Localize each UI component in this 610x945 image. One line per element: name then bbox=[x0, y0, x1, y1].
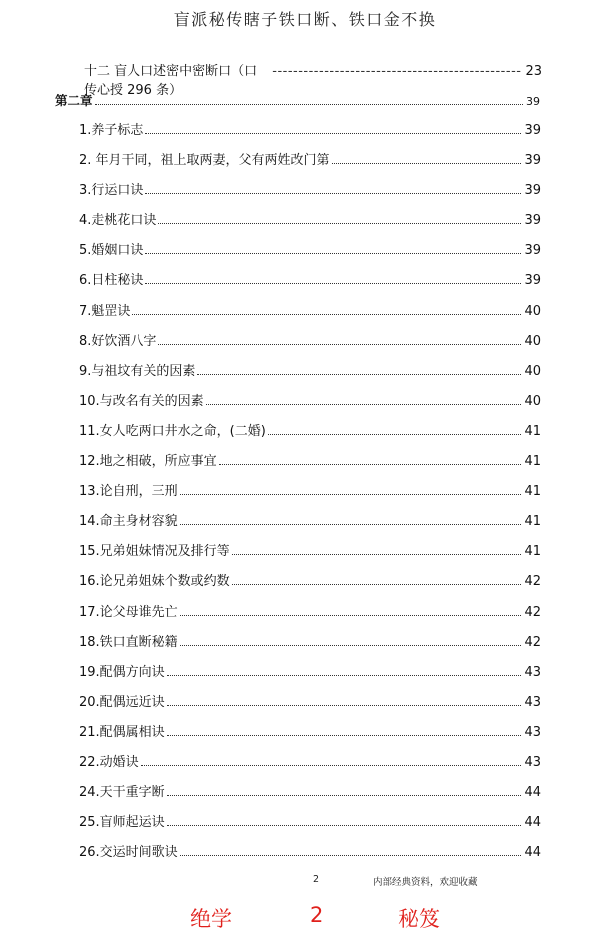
toc-entry-leader bbox=[158, 344, 521, 345]
toc-entry-leader bbox=[197, 374, 521, 375]
toc-entry-leader bbox=[219, 464, 522, 465]
toc-entry[interactable] bbox=[79, 360, 541, 390]
toc-entry[interactable] bbox=[79, 570, 541, 600]
toc-entry-page: 43 bbox=[524, 724, 541, 740]
page-header-title: 盲派秘传瞎子铁口断、铁口金不换 bbox=[173, 10, 437, 29]
toc-entry[interactable] bbox=[79, 330, 541, 360]
section-page: 23 bbox=[525, 64, 542, 79]
chapter-page: 39 bbox=[526, 95, 540, 108]
toc-entry[interactable] bbox=[79, 269, 541, 299]
toc-entry-leader bbox=[180, 615, 522, 616]
stamp-left-text: 绝学 bbox=[190, 907, 232, 931]
toc-entry-page: 42 bbox=[524, 634, 541, 650]
toc-entry[interactable] bbox=[79, 390, 541, 420]
toc-entry-label: 19.配偶方向诀 bbox=[79, 664, 165, 680]
section-label: 十二 盲人口述密中密断口（口传心授 296 条） bbox=[84, 64, 258, 98]
toc-entry-leader bbox=[167, 795, 522, 796]
toc-entry-page: 40 bbox=[524, 303, 541, 319]
toc-entry-label: 4.走桃花口诀 bbox=[79, 213, 157, 229]
toc-entry[interactable] bbox=[79, 179, 541, 209]
toc-entry[interactable] bbox=[79, 149, 541, 179]
toc-entry-leader bbox=[232, 584, 522, 585]
toc-entry-leader bbox=[145, 253, 521, 254]
toc-entry-label: 9.与祖坟有关的因素 bbox=[79, 363, 196, 379]
toc-entry-label: 6.日柱秘诀 bbox=[79, 273, 144, 289]
toc-entry-leader bbox=[180, 524, 522, 525]
toc-entry-leader bbox=[232, 554, 522, 555]
toc-entry-page: 39 bbox=[524, 273, 541, 289]
toc-entry[interactable] bbox=[79, 540, 541, 570]
stamp-right-text: 秘笈 bbox=[398, 907, 440, 931]
toc-entry-page: 39 bbox=[524, 123, 541, 138]
toc-entry[interactable] bbox=[79, 631, 541, 661]
toc-entry-leader bbox=[180, 855, 522, 856]
toc-entry-leader bbox=[167, 705, 522, 706]
toc-entry[interactable] bbox=[79, 601, 541, 631]
stamp-page-number: 2 bbox=[310, 903, 324, 927]
toc-entry-page: 39 bbox=[524, 183, 541, 199]
toc-entry-label: 26.交运时间歌诀 bbox=[79, 845, 178, 861]
toc-entry-label: 21.配偶属相诀 bbox=[79, 724, 165, 740]
toc-entry-page: 40 bbox=[524, 363, 541, 379]
toc-entry-page: 40 bbox=[524, 333, 541, 349]
toc-entry-leader bbox=[332, 163, 522, 164]
toc-entry-label: 11.女人吃两口井水之命，(二婚) bbox=[79, 423, 266, 439]
toc-entry-page: 41 bbox=[524, 514, 541, 530]
toc-entry-page: 42 bbox=[524, 574, 541, 590]
toc-entry-page: 41 bbox=[524, 544, 541, 560]
toc-chapter-entry[interactable] bbox=[55, 91, 540, 109]
toc-entry-page: 41 bbox=[524, 454, 541, 470]
toc-entry-label: 10.与改名有关的因素 bbox=[79, 393, 204, 409]
toc-entry-leader bbox=[167, 675, 522, 676]
toc-entry[interactable] bbox=[79, 661, 541, 691]
toc-entry-leader bbox=[145, 133, 521, 134]
toc-entry[interactable] bbox=[79, 751, 541, 781]
toc-entry-label: 12.地之相破，所应事宜 bbox=[79, 454, 217, 470]
toc-entry-label: 20.配偶远近诀 bbox=[79, 694, 165, 710]
toc-entry[interactable] bbox=[79, 239, 541, 269]
toc-entry[interactable] bbox=[79, 209, 541, 239]
toc-entry[interactable] bbox=[79, 811, 541, 841]
toc-entry-page: 41 bbox=[524, 423, 541, 439]
toc-entry-label: 25.盲师起运诀 bbox=[79, 815, 165, 831]
toc-entry-page: 43 bbox=[524, 694, 541, 710]
toc-entry-label: 22.动婚诀 bbox=[79, 754, 139, 770]
toc-entry-leader bbox=[145, 283, 521, 284]
toc-entry-page: 40 bbox=[524, 393, 541, 409]
toc-entry-page: 44 bbox=[524, 815, 541, 831]
toc-entry-label: 15.兄弟姐妹情况及排行等 bbox=[79, 544, 230, 560]
toc-entry-page: 44 bbox=[524, 845, 541, 861]
toc-entry[interactable] bbox=[79, 841, 541, 871]
toc-entry-label: 13.论自刑，三刑 bbox=[79, 484, 178, 500]
toc-entry-label: 17.论父母谁先亡 bbox=[79, 604, 178, 620]
toc-entry[interactable] bbox=[79, 450, 541, 480]
toc-entry-leader bbox=[206, 404, 522, 405]
toc-list bbox=[79, 119, 541, 871]
toc-entry-page: 39 bbox=[524, 243, 541, 259]
toc-entry[interactable] bbox=[79, 119, 541, 149]
toc-entry-leader bbox=[180, 645, 522, 646]
toc-entry-label: 1.养子标志 bbox=[79, 123, 144, 138]
toc-entry-leader bbox=[268, 434, 522, 435]
toc-entry[interactable] bbox=[79, 691, 541, 721]
toc-entry-leader bbox=[132, 314, 521, 315]
toc-entry[interactable] bbox=[79, 420, 541, 450]
toc-entry-page: 43 bbox=[524, 664, 541, 680]
toc-entry[interactable] bbox=[79, 480, 541, 510]
chapter-label: 第二章 bbox=[55, 93, 93, 108]
toc-entry-page: 43 bbox=[524, 754, 541, 770]
toc-entry[interactable] bbox=[79, 300, 541, 330]
toc-entry-leader bbox=[158, 223, 521, 224]
section-leader: ------------------------------------------------ bbox=[272, 64, 522, 79]
toc-entry[interactable] bbox=[79, 781, 541, 811]
chapter-leader bbox=[95, 104, 523, 105]
toc-entry-page: 41 bbox=[524, 484, 541, 500]
toc-entry-leader bbox=[167, 825, 522, 826]
toc-entry-label: 14.命主身材容貌 bbox=[79, 514, 178, 530]
footer-note: 内部经典资料，欢迎收藏 bbox=[373, 877, 478, 888]
toc-entry-page: 44 bbox=[524, 785, 541, 801]
toc-entry-leader bbox=[141, 765, 522, 766]
toc-entry-label: 8.好饮酒八字 bbox=[79, 333, 157, 349]
toc-entry-label: 5.婚姻口诀 bbox=[79, 243, 144, 259]
toc-entry-leader bbox=[167, 735, 522, 736]
toc-entry-label: 16.论兄弟姐妹个数或约数 bbox=[79, 574, 230, 590]
toc-entry-leader bbox=[180, 494, 522, 495]
footer-page-number: 2 bbox=[313, 874, 320, 885]
toc-entry-page: 39 bbox=[524, 153, 541, 169]
toc-entry[interactable] bbox=[79, 510, 541, 540]
toc-entry[interactable] bbox=[79, 721, 541, 751]
toc-entry-label: 24.天干重字断 bbox=[79, 785, 165, 801]
toc-entry-leader bbox=[145, 193, 521, 194]
toc-entry-label: 18.铁口直断秘籍 bbox=[79, 634, 178, 650]
toc-entry-page: 42 bbox=[524, 604, 541, 620]
toc-entry-label: 7.魁罡诀 bbox=[79, 303, 131, 319]
toc-entry-page: 39 bbox=[524, 213, 541, 229]
toc-entry-label: 2. 年月干同，祖上取两妻，父有两姓改门第 bbox=[79, 153, 330, 169]
toc-entry-label: 3.行运口诀 bbox=[79, 183, 144, 199]
